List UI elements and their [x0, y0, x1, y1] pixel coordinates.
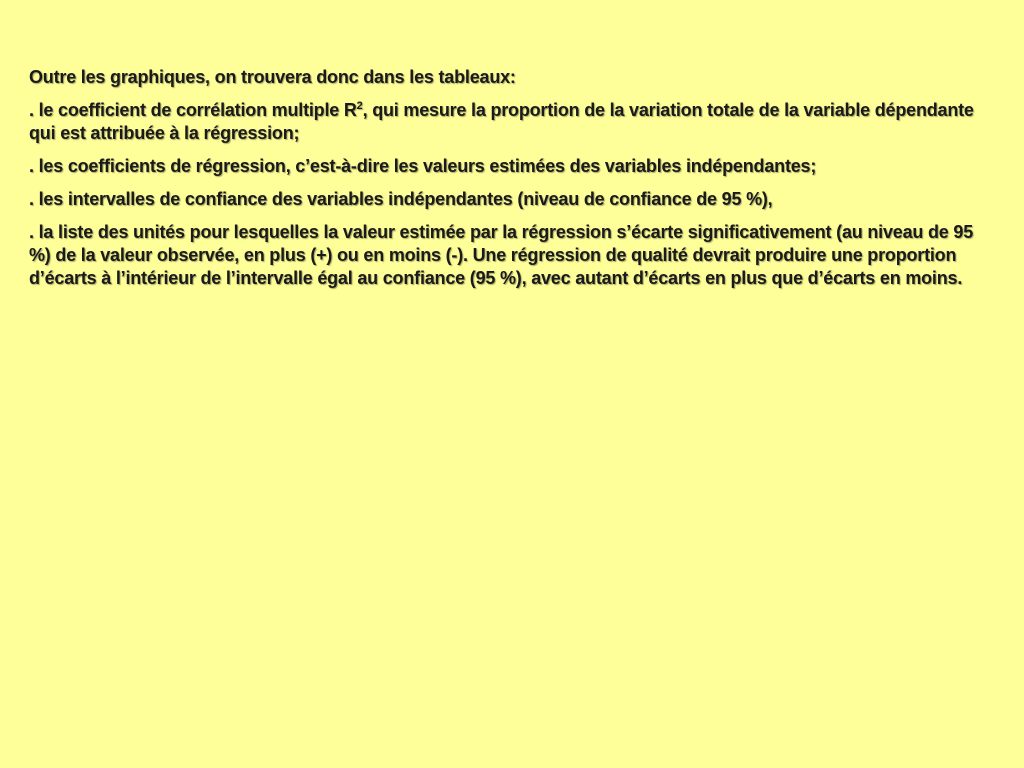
item-deviating-units: . la liste des unités pour lesquelles la valeur estimée par la régression s’écarte significativement (au niveau de 95 %) de la valeur observée, en plus (+) ou en moins (-). Une régression de qualité devrait produire une proportion d’écarts à l’intérieur de l’intervalle égal au confiance (95 %), avec autant d’écarts en plus que d’écarts en moins.: [29, 222, 974, 288]
item-regression-coefficients: . les coefficients de régression, c’est-à-dire les valeurs estimées des variables indépendantes;: [29, 156, 817, 176]
intro-text: Outre les graphiques, on trouvera donc dans les tableaux:: [29, 67, 516, 87]
item-correlation-coefficient: [29, 99, 984, 145]
item-correlation-text-after: , qui mesure la proportion de la variation totale de la variable dépendante qui est attribuée à la régression;: [29, 100, 974, 143]
item-correlation-superscript: 2: [356, 100, 363, 112]
item-confidence-intervals: . les intervalles de confiance des variables indépendantes (niveau de confiance de 95 %),: [29, 189, 773, 209]
item-correlation-text-before: . le coefficient de corrélation multiple R: [29, 100, 357, 120]
